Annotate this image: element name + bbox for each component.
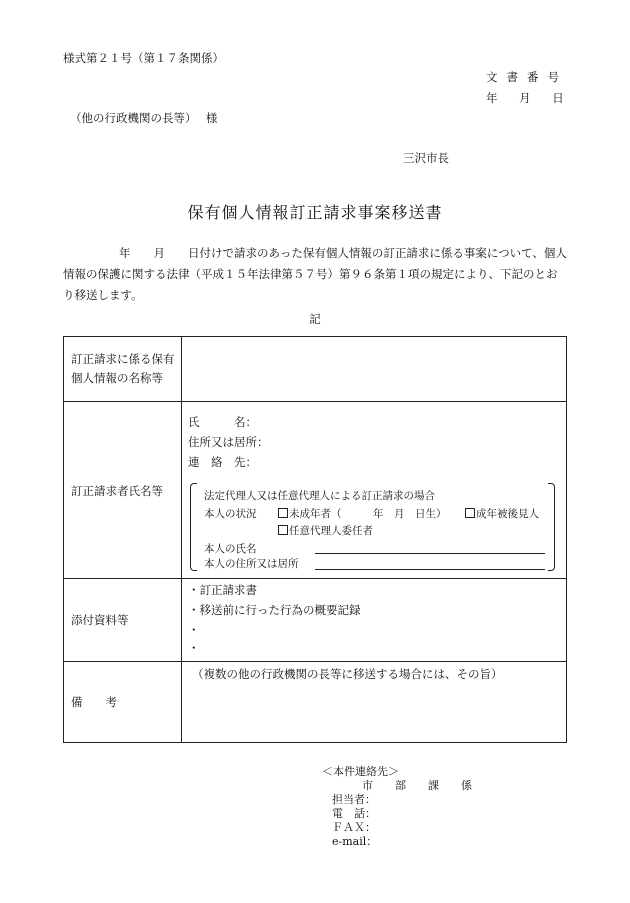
- row1-label-line2: 個人情報の名称等: [71, 371, 163, 385]
- body-paragraph: [63, 243, 567, 306]
- form-number: 様式第２１号（第１７条関係）: [63, 51, 224, 65]
- body-text: 年 月 日付けで請求のあった保有個人情報の訂正請求に係る事案について、個人情報の保護に関する法律（平成１５年法律第５７号）第９６条第１項の規定により、下記のとおり移送します。: [63, 246, 567, 302]
- left-bracket: [190, 483, 197, 571]
- document-number-label: 文書番号: [486, 70, 568, 84]
- contact-label: 連 絡 先：: [188, 455, 257, 469]
- attachments-cell: [182, 578, 566, 661]
- attachment-item: ・: [188, 641, 200, 655]
- representative-box: [190, 483, 555, 571]
- row1-label-line1: 訂正請求に係る保有: [71, 352, 175, 366]
- remarks-cell[interactable]: [182, 661, 566, 742]
- rep-name-line[interactable]: [315, 553, 545, 554]
- rep-header: 法定代理人又は任意代理人による訂正請求の場合: [204, 490, 435, 502]
- info-name-field[interactable]: [182, 337, 566, 401]
- ki-heading: 記: [309, 312, 321, 326]
- contact-email: e-mail：: [332, 835, 378, 848]
- label-cell: [64, 337, 182, 401]
- label-cell: [64, 401, 182, 578]
- requester-cell: [182, 401, 566, 578]
- row3-label: 添付資料等: [71, 613, 129, 627]
- form-table: [63, 336, 567, 743]
- contact-dept: 市 部 課 係: [362, 779, 472, 792]
- contact-phone: 電 話：: [332, 807, 376, 820]
- checkbox-icon[interactable]: [278, 508, 288, 518]
- contact-fax: ＦＡＸ：: [332, 821, 376, 834]
- rep-agent-option[interactable]: 任意代理人委任者: [278, 523, 373, 538]
- document-title: 保有個人情報訂正請求事案移送書: [187, 203, 443, 222]
- attachment-item: ・移送前に行った行為の概要記録: [188, 603, 361, 617]
- remarks-note: （複数の他の行政機関の長等に移送する場合には、その旨）: [192, 667, 503, 681]
- attachment-item: ・訂正請求書: [188, 583, 257, 597]
- rep-ward-option[interactable]: 成年被後見人: [465, 506, 539, 521]
- row-attachments: [64, 578, 566, 662]
- contact-header: ＜本件連絡先＞: [322, 765, 399, 778]
- row2-label: 訂正請求者氏名等: [71, 484, 163, 498]
- checkbox-icon[interactable]: [465, 508, 475, 518]
- addressee: （他の行政機関の長等） 様: [70, 111, 218, 125]
- rep-minor-option[interactable]: 未成年者（ 年 月 日生）: [278, 506, 447, 521]
- label-cell: [64, 661, 182, 742]
- row-requester: [64, 401, 566, 579]
- contact-person: 担当者：: [332, 793, 376, 806]
- address-label: 住所又は居所：: [188, 435, 269, 449]
- checkbox-icon[interactable]: [278, 525, 288, 535]
- rep-name-label: 本人の氏名: [204, 543, 257, 555]
- row-info-name: [64, 337, 566, 402]
- row4-label: 備 考: [71, 695, 117, 709]
- sender-mayor: 三沢市長: [403, 151, 449, 165]
- row-remarks: [64, 661, 566, 742]
- rep-address-line[interactable]: [315, 569, 545, 570]
- right-bracket: [548, 483, 555, 571]
- label-cell: [64, 578, 182, 661]
- date-label: 年 月 日: [486, 91, 564, 105]
- name-label: 氏 名：: [188, 415, 257, 429]
- rep-status-label: 本人の状況: [204, 508, 257, 520]
- attachment-item: ・: [188, 623, 200, 637]
- rep-address-label: 本人の住所又は居所: [204, 558, 299, 570]
